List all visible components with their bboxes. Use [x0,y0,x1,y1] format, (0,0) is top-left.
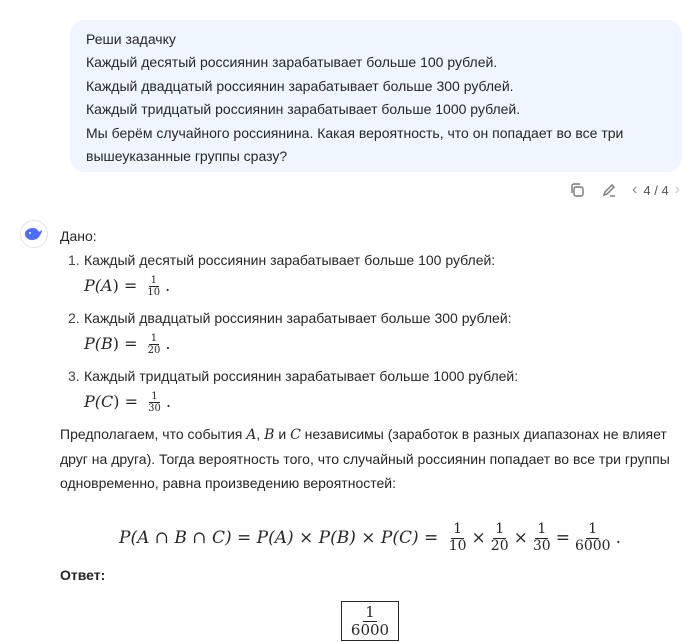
fraction-numerator: 1 [151,390,158,402]
condition-formula: P( C ) = $\frac{1}{30}$ . [84,390,171,414]
boxed-answer-wrap [60,601,680,641]
condition-item: 3. Каждый тридцатый россиянин зарабатывает больше 1000 рублей: P( C ) = $\frac{1}{30}$ . [84,364,680,416]
assumption-conjunction: и [278,426,287,442]
equation-lhs: P(A ∩ B ∩ C) = P(A) × P(B) × P(C) = [119,528,439,548]
fraction-denominator: 6000 [574,537,611,554]
fraction-numerator: 1 [588,521,598,538]
event-symbol: A [101,276,113,295]
answer-fraction [349,604,391,638]
equals-sign: = [555,528,570,548]
fraction [447,522,469,554]
fraction [146,391,163,414]
edit-icon[interactable] [600,181,618,199]
condition-item: 1. Каждый десятый россиянин зарабатывает больше 100 рублей: P( A ) = $\frac{1}{10}$ . [84,248,680,300]
condition-text: Каждый двадцатый россиянин зарабатывает больше 300 рублей: [84,310,512,326]
fraction [145,275,162,298]
assistant-answer [60,224,680,641]
fraction-denominator: 6000 [350,620,390,639]
assumption-text: Предполагаем, что события [60,426,247,442]
fraction-denominator: 30 [148,402,161,414]
chevron-left-icon[interactable]: ‹ [632,181,638,198]
fraction-numerator: 1 [365,603,375,621]
main-equation: P(A ∩ B ∩ C) = P(A) × P(B) × P(C) = $\frac{1}{10}$ × $\frac{1}{20}$ × $\frac{1}{30}$ = $\frac{1}{6000}$ . [119,521,621,554]
fraction-denominator: 10 [448,537,467,554]
copy-icon[interactable] [568,181,586,199]
times-sign: × [513,528,528,548]
condition-text: Каждый десятый россиянин зарабатывает больше 100 рублей: [84,252,496,268]
fraction-denominator: 30 [532,537,551,554]
fraction-denominator: 10 [147,286,161,298]
event-symbol: C [101,392,114,411]
user-message-line: вышеуказанные группы сразу? [86,148,288,165]
result-fraction [573,522,613,554]
fraction [531,522,553,554]
pager-label: 4 / 4 [643,182,669,198]
fraction-numerator: 1 [495,521,505,538]
fraction-numerator: 1 [150,274,157,286]
condition-formula: P( B ) = $\frac{1}{20}$ . [84,332,171,356]
fraction-denominator: 20 [147,344,161,356]
user-message-bubble [70,20,682,172]
user-message-line: Каждый тридцатый россиянин зарабатывает больше 1000 рублей. [86,101,521,118]
fraction [489,522,511,554]
chevron-right-icon[interactable]: › [674,181,680,198]
user-message-line: Каждый десятый россиянин зарабатывает больше 100 рублей. [86,54,498,71]
event-symbol: A [246,427,257,443]
event-symbol: C [290,427,301,443]
condition-formula: P( A ) = $\frac{1}{10}$ . [84,274,171,298]
user-message-line: Каждый двадцатый россиянин зарабатывает больше 300 рублей. [86,77,514,94]
given-label: Дано: [60,228,97,244]
answer-label: Ответ: [60,567,106,583]
response-pager [632,182,680,198]
assistant-avatar [20,220,48,248]
fraction-numerator: 1 [150,332,158,344]
fraction [146,333,163,356]
user-message-line: Мы берём случайного россиянина. Какая вероятность, что он попадает во все три [86,124,624,141]
fraction-numerator: 1 [537,521,547,538]
times-sign: × [471,528,486,548]
boxed-answer [341,601,399,641]
assumption-paragraph: Предполагаем, что события A, B и C независимы (заработок в разных диапазонах не влияет друг на друга). Тогда вероятность того, что случайный россиянин попадает во все три группы одновременно, равна произведению вероятностей: [60,426,670,491]
event-symbol: B [264,427,275,443]
condition-text: Каждый тридцатый россиянин зарабатывает больше 1000 рублей: [84,368,519,384]
condition-item: 2. Каждый двадцатый россиянин зарабатывает больше 300 рублей: P( B ) = $\frac{1}{20}$ . [84,306,680,358]
user-message-line: Реши задачку [86,31,176,47]
conditions-list [60,248,680,416]
message-actions [568,180,680,200]
fraction-denominator: 20 [490,537,509,554]
event-symbol: B [101,334,113,353]
deepseek-whale-icon [24,226,44,242]
fraction-numerator: 1 [453,521,463,538]
assumption-text: независимы (заработок в разных диапазонах не влияет друг на друга). Тогда вероятность того, что случайный россиянин попадает во все три группы одновременно, равна произведению вероятностей: [60,426,670,491]
